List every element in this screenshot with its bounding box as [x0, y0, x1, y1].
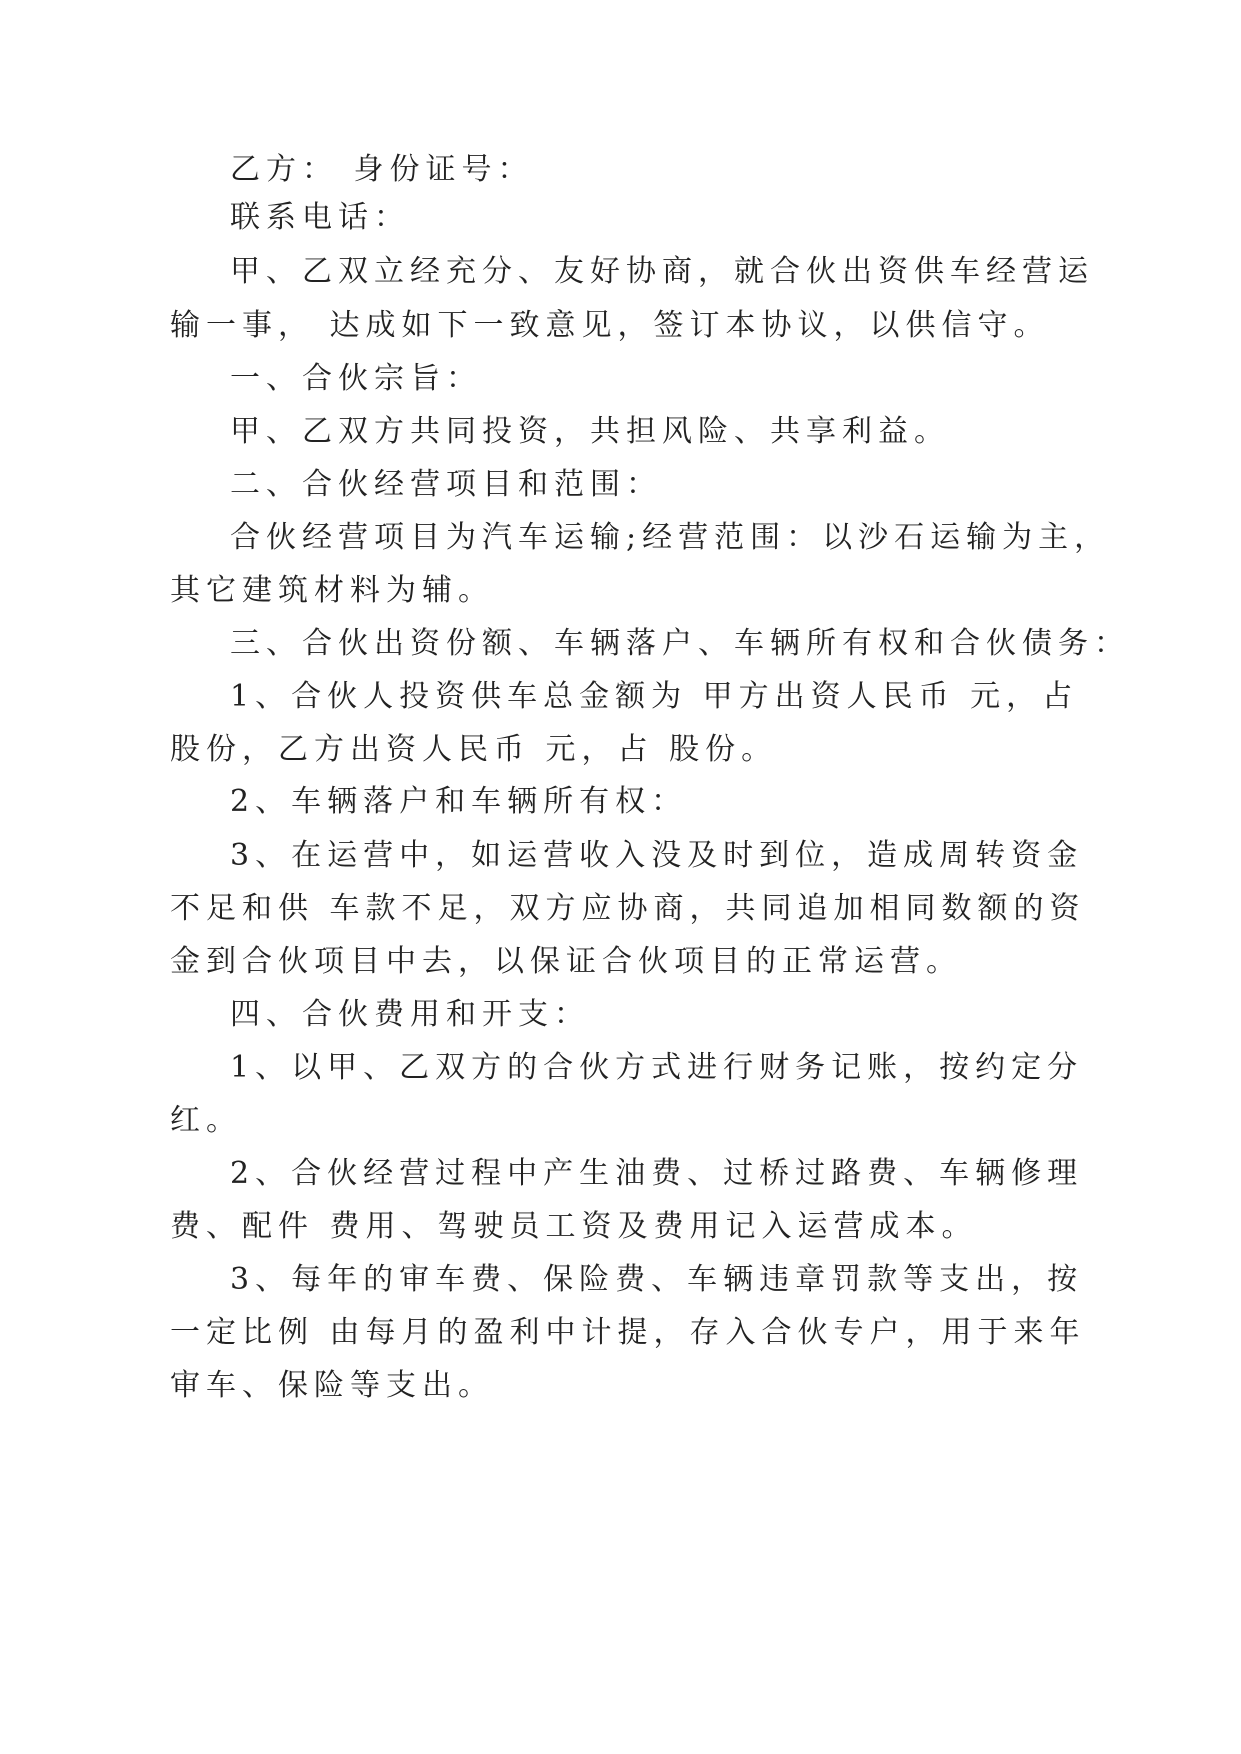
paragraph-line: 1、以甲、乙双方的合伙方式进行财务记账，按约定分: [230, 1050, 1084, 1085]
section-heading: 四、合伙费用和开支：: [230, 997, 590, 1032]
section-heading: 二、合伙经营项目和范围：: [230, 467, 662, 502]
paragraph-line: 费、配件 费用、驾驶员工资及费用记入运营成本。: [170, 1209, 978, 1244]
paragraph-line: 2、车辆落户和车辆所有权：: [230, 784, 688, 819]
paragraph-line: 输一事， 达成如下一致意见，签订本协议，以供信守。: [170, 308, 1050, 343]
paragraph-line: 红。: [170, 1103, 242, 1138]
paragraph-line: 不足和供 车款不足，双方应协商，共同追加相同数额的资: [170, 891, 1086, 926]
section-heading: 一、合伙宗旨：: [230, 361, 482, 396]
paragraph-line: 2、合伙经营过程中产生油费、过桥过路费、车辆修理: [230, 1156, 1084, 1191]
paragraph-line: 1、合伙人投资供车总金额为 甲方出资人民币 元，占: [230, 679, 1079, 714]
party-b-id-line: 乙方： 身份证号：: [230, 152, 534, 187]
contact-phone-line: 联系电话：: [230, 200, 410, 235]
section-heading: 三、合伙出资份额、车辆落户、车辆所有权和合伙债务：: [230, 626, 1130, 661]
paragraph-line: 3、在运营中，如运营收入没及时到位，造成周转资金: [230, 838, 1084, 873]
paragraph-line: 甲、乙双立经充分、友好协商，就合伙出资供车经营运: [230, 254, 1094, 289]
paragraph-line: 一定比例 由每月的盈利中计提，存入合伙专户，用于来年: [170, 1315, 1086, 1350]
paragraph-line: 3、每年的审车费、保险费、车辆违章罚款等支出，按: [230, 1262, 1084, 1297]
paragraph-line: 审车、保险等支出。: [170, 1368, 494, 1403]
paragraph-line: 金到合伙项目中去，以保证合伙项目的正常运营。: [170, 944, 962, 979]
paragraph-line: 其它建筑材料为辅。: [170, 573, 494, 608]
paragraph-line: 合伙经营项目为汽车运输;经营范围：以沙石运输为主，: [230, 520, 1111, 555]
paragraph-line: 股份，乙方出资人民币 元，占 股份。: [170, 732, 778, 767]
paragraph-line: 甲、乙双方共同投资，共担风险、共享利益。: [230, 414, 950, 449]
